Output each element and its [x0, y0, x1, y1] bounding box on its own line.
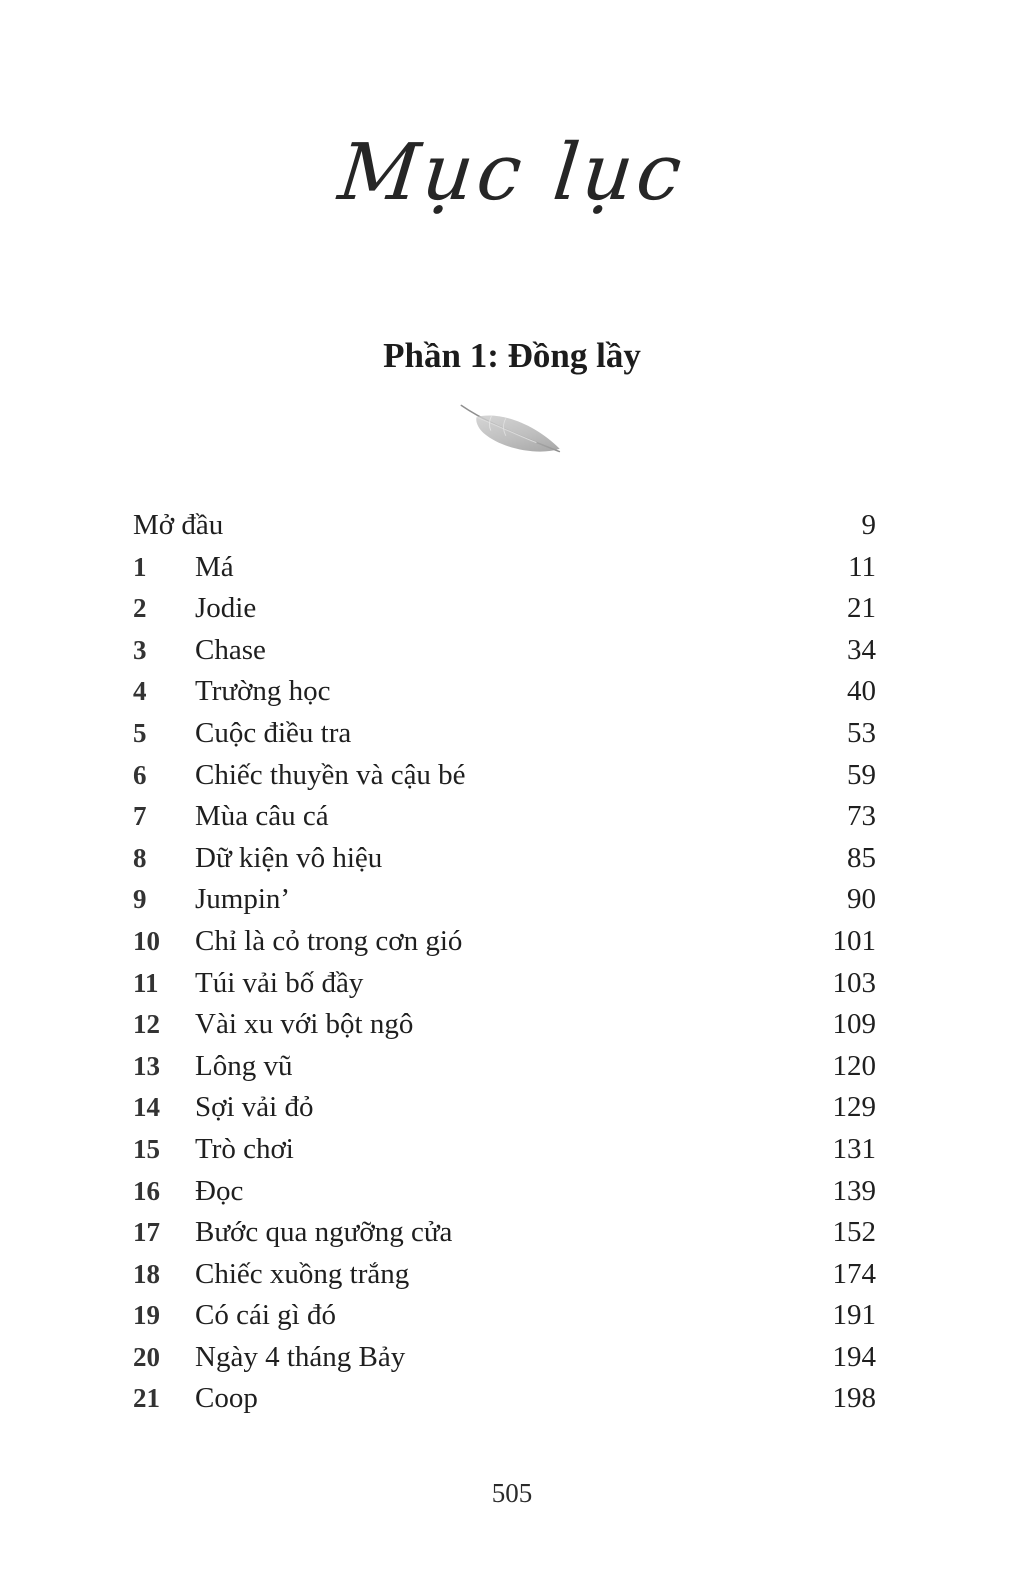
toc-row	[133, 505, 876, 547]
chapter-number: 4	[133, 676, 147, 707]
chapter-title: Jodie	[195, 592, 257, 625]
chapter-title: Túi vải bố đầy	[195, 966, 364, 999]
chapter-title: Trường học	[195, 675, 331, 708]
chapter-page-number: 11	[848, 550, 876, 583]
chapter-page-number: 101	[832, 924, 876, 957]
toc-row	[133, 796, 876, 838]
toc-row	[133, 1004, 876, 1046]
chapter-number: 13	[133, 1050, 160, 1081]
chapter-number: 1	[133, 551, 147, 582]
toc-row	[133, 755, 876, 797]
toc-row	[133, 838, 876, 880]
chapter-page-number: 120	[832, 1049, 876, 1082]
chapter-number: 6	[133, 759, 147, 790]
chapter-page-number: 194	[832, 1340, 876, 1373]
footer-page-number: 505	[491, 1478, 533, 1508]
chapter-title: Vài xu với bột ngô	[195, 1008, 414, 1041]
chapter-title: Lông vũ	[195, 1049, 293, 1082]
chapter-page-number: 40	[847, 675, 876, 708]
toc-row	[133, 1087, 876, 1129]
chapter-title: Jumpin’	[195, 883, 291, 916]
chapter-page-number: 131	[832, 1132, 876, 1165]
toc-row	[133, 713, 876, 755]
toc-row	[133, 1129, 876, 1171]
chapter-number: 10	[133, 925, 160, 956]
chapter-number: 17	[133, 1217, 160, 1248]
chapter-number: 21	[133, 1383, 160, 1414]
chapter-title: Chiếc xuồng trắng	[195, 1257, 410, 1290]
chapter-page-number: 129	[832, 1091, 876, 1124]
chapter-title: Trò chơi	[195, 1132, 294, 1165]
chapter-page-number: 85	[847, 841, 876, 874]
toc-row	[133, 1046, 876, 1088]
toc-row	[133, 1171, 876, 1213]
chapter-number: 14	[133, 1092, 160, 1123]
toc-row	[133, 1212, 876, 1254]
chapter-number: 9	[133, 884, 147, 915]
chapter-title: Má	[195, 550, 234, 583]
toc-row	[133, 1254, 876, 1296]
chapter-number: 20	[133, 1341, 160, 1372]
chapter-title: Bước qua ngưỡng cửa	[195, 1216, 453, 1249]
chapter-page-number: 9	[861, 509, 876, 541]
part-heading: Phần 1: Đồng lầy	[383, 336, 641, 375]
chapter-title: Có cái gì đó	[195, 1299, 336, 1332]
chapter-title: Mở đầu	[133, 509, 224, 541]
chapter-page-number: 139	[832, 1174, 876, 1207]
chapter-title: Cuộc điều tra	[195, 716, 352, 749]
chapter-title: Mùa câu cá	[195, 800, 329, 833]
chapter-page-number: 191	[832, 1299, 876, 1332]
chapter-number: 5	[133, 717, 147, 748]
chapter-page-number: 21	[847, 592, 876, 625]
chapter-title: Coop	[195, 1382, 258, 1415]
toc-row	[133, 630, 876, 672]
chapter-number: 19	[133, 1300, 160, 1331]
page-title: Mục lục	[334, 128, 690, 218]
toc-row	[133, 547, 876, 589]
chapter-title: Đọc	[195, 1174, 244, 1207]
toc-row	[133, 963, 876, 1005]
feather-illustration	[0, 398, 1024, 467]
chapter-number: 2	[133, 593, 147, 624]
chapter-number: 12	[133, 1009, 160, 1040]
chapter-title: Chase	[195, 633, 266, 666]
toc-row	[133, 879, 876, 921]
chapter-page-number: 90	[847, 883, 876, 916]
toc-row	[133, 921, 876, 963]
chapter-number: 11	[133, 967, 159, 998]
chapter-title: Chỉ là cỏ trong cơn gió	[195, 924, 463, 957]
toc-row	[133, 671, 876, 713]
chapter-page-number: 59	[847, 758, 876, 791]
chapter-page-number: 198	[832, 1382, 876, 1415]
chapter-number: 16	[133, 1175, 160, 1206]
feather-icon	[447, 449, 577, 466]
toc-row	[133, 1295, 876, 1337]
chapter-title: Chiếc thuyền và cậu bé	[195, 758, 466, 791]
chapter-page-number: 174	[832, 1257, 876, 1290]
chapter-page-number: 34	[847, 633, 876, 666]
chapter-number: 3	[133, 634, 147, 665]
chapter-number: 8	[133, 842, 147, 873]
chapter-title: Dữ kiện vô hiệu	[195, 841, 383, 874]
toc-row	[133, 1378, 876, 1420]
chapter-number: 7	[133, 801, 147, 832]
chapter-page-number: 109	[832, 1008, 876, 1041]
chapter-number: 18	[133, 1258, 160, 1289]
chapter-page-number: 103	[832, 966, 876, 999]
chapter-title: Ngày 4 tháng Bảy	[195, 1340, 406, 1373]
chapter-page-number: 73	[847, 800, 876, 833]
toc-row	[133, 588, 876, 630]
toc-list	[133, 505, 876, 1420]
chapter-title: Sợi vải đỏ	[195, 1091, 314, 1124]
chapter-page-number: 152	[832, 1216, 876, 1249]
chapter-page-number: 53	[847, 716, 876, 749]
chapter-number: 15	[133, 1133, 160, 1164]
toc-row	[133, 1337, 876, 1379]
